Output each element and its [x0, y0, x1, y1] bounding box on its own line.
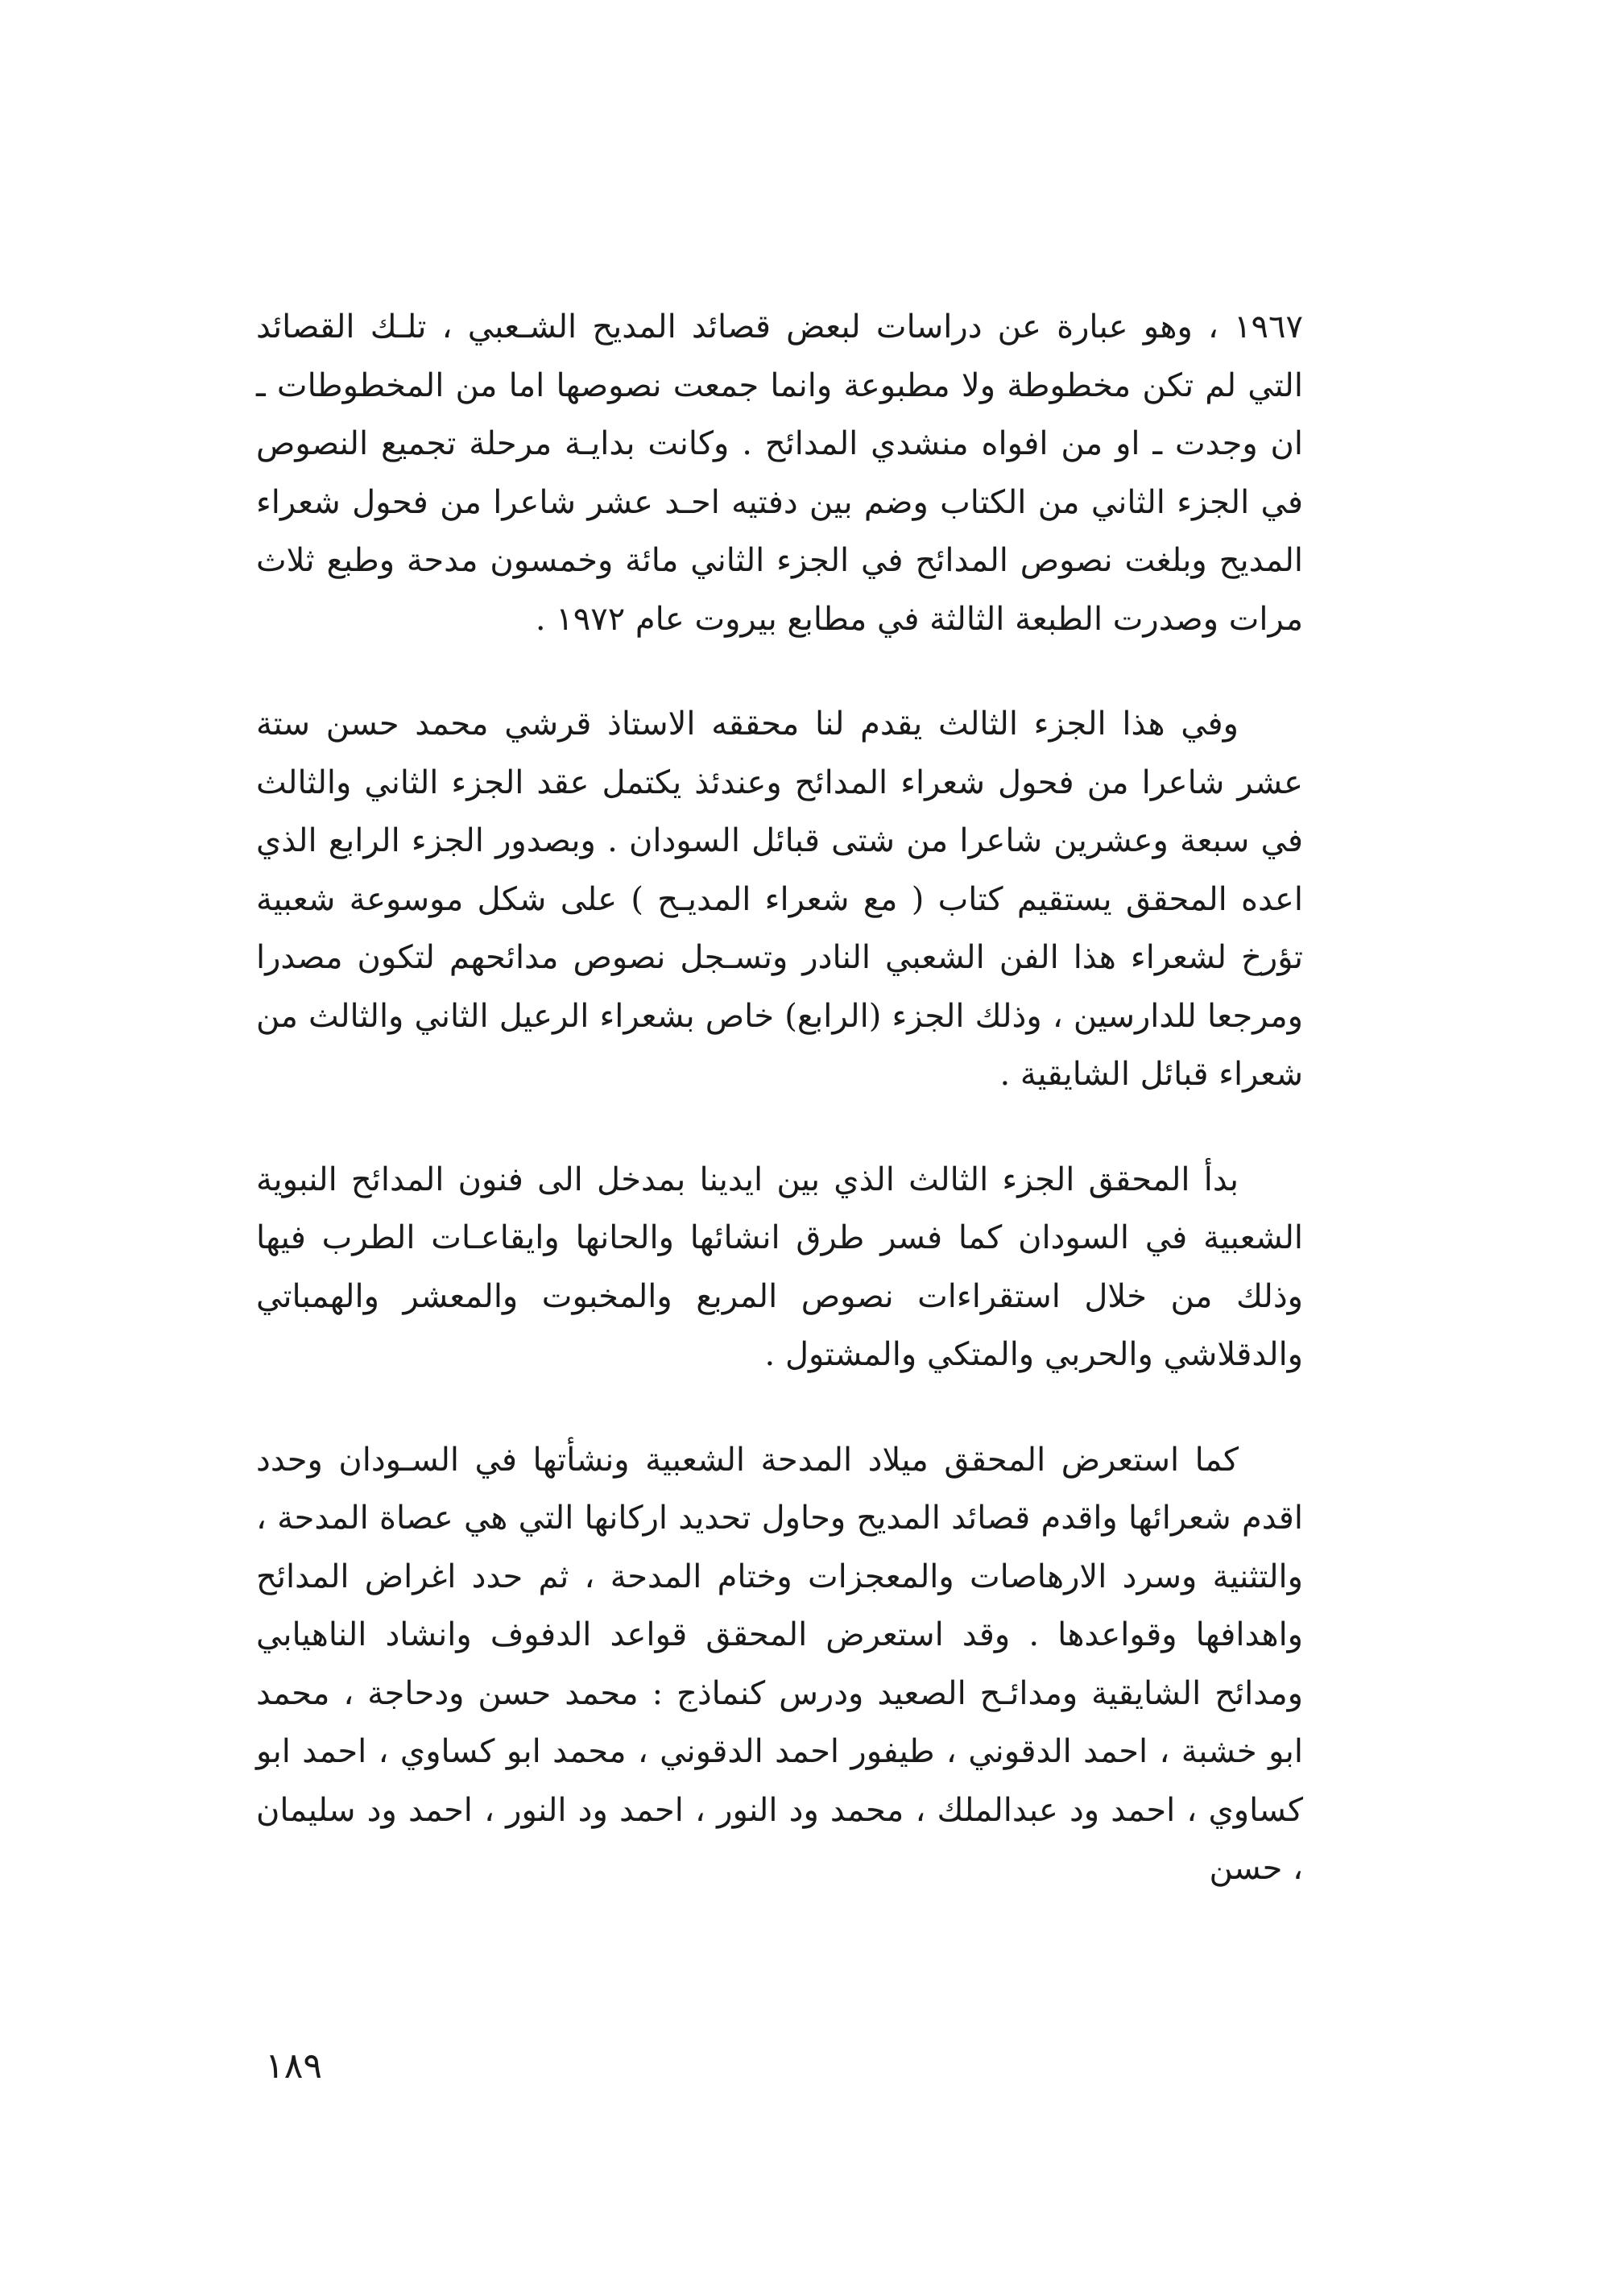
page-number: ١٨٩ — [265, 2046, 322, 2087]
paragraph-gap — [256, 1384, 1303, 1431]
paragraph-4: كما استعرض المحقق ميلاد المدحة الشعبية ونشأتها في السـودان وحدد اقدم شعرائها واقدم قصائد المديح وحاول تحديد اركانها التي هي عصاة المدحة ، والتثنية وسرد الارهاصات والمعجزات وختام المدحة ، ثم حدد اغراض المدائح واهدافها وقواعدها . وقد استعرض المحقق قواعد الدفوف وانشاد الناهيابي ومدائح الشايقية ومدائـح الصعيد ودرس كنماذج : محمد حسن ودحاجة ، محمد ابو خشبة ، احمد الدقوني ، طيفور احمد الدقوني ، محمد ابو كساوي ، احمد ابو كساوي ، احمد ود عبدالملك ، محمد ود النور ، احمد ود النور ، احمد ود سليمان ، حسن — [256, 1441, 1303, 1887]
paragraph-gap — [256, 1104, 1303, 1151]
paragraph-2: وفي هذا الجزء الثالث يقدم لنا محققه الاستاذ قرشي محمد حسن ستة عشر شاعرا من فحول شعراء المدائح وعندئذ يكتمل عقد الجزء الثاني والثالث في سبعة وعشرين شاعرا من شتى قبائل السودان . وبصدور الجزء الرابع الذي اعده المحقق يستقيم كتاب ( مع شعراء المديـح ) على شكل موسوعة شعبية تؤرخ لشعراء هذا الفن الشعبي النادر وتسـجل نصوص مدائحهم لتكون مصدرا ومرجعا للدارسين ، وذلك الجزء (الرابع) خاص بشعراء الرعيل الثاني والثالث من شعراء قبائل الشايقية . — [256, 705, 1303, 1093]
paragraph-3: بدأ المحقق الجزء الثالث الذي بين ايدينا بمدخل الى فنون المدائح النبوية الشعبية في السودان كما فسر طرق انشائها والحانها وايقاعـات الطرب فيها وذلك من خلال استقراءات نصوص المربع والمخبوت والمعشر والهمباتي والدقلاشي والحربي والمتكي والمشتول . — [256, 1160, 1303, 1373]
paragraph-1: ١٩٦٧ ، وهو عبارة عن دراسات لبعض قصائد المديح الشـعبي ، تلـك القصائد التي لم تكن مخطوطة ولا مطبوعة وانما جمعت نصوصها اما من المخطوطات ـ ان وجدت ـ او من افواه منشدي المدائح . وكانت بدايـة مرحلة تجميع النصوص في الجزء الثاني من الكتاب وضم بين دفتيه احـد عشر شاعرا من فحول شعراء المديح وبلغت نصوص المدائح في الجزء الثاني مائة وخمسون مدحة وطبع ثلاث مرات وصدرت الطبعة الثالثة في مطابع بيروت عام ١٩٧٢ . — [256, 308, 1303, 638]
paragraph-gap — [256, 648, 1303, 695]
body-text — [256, 298, 1303, 1898]
